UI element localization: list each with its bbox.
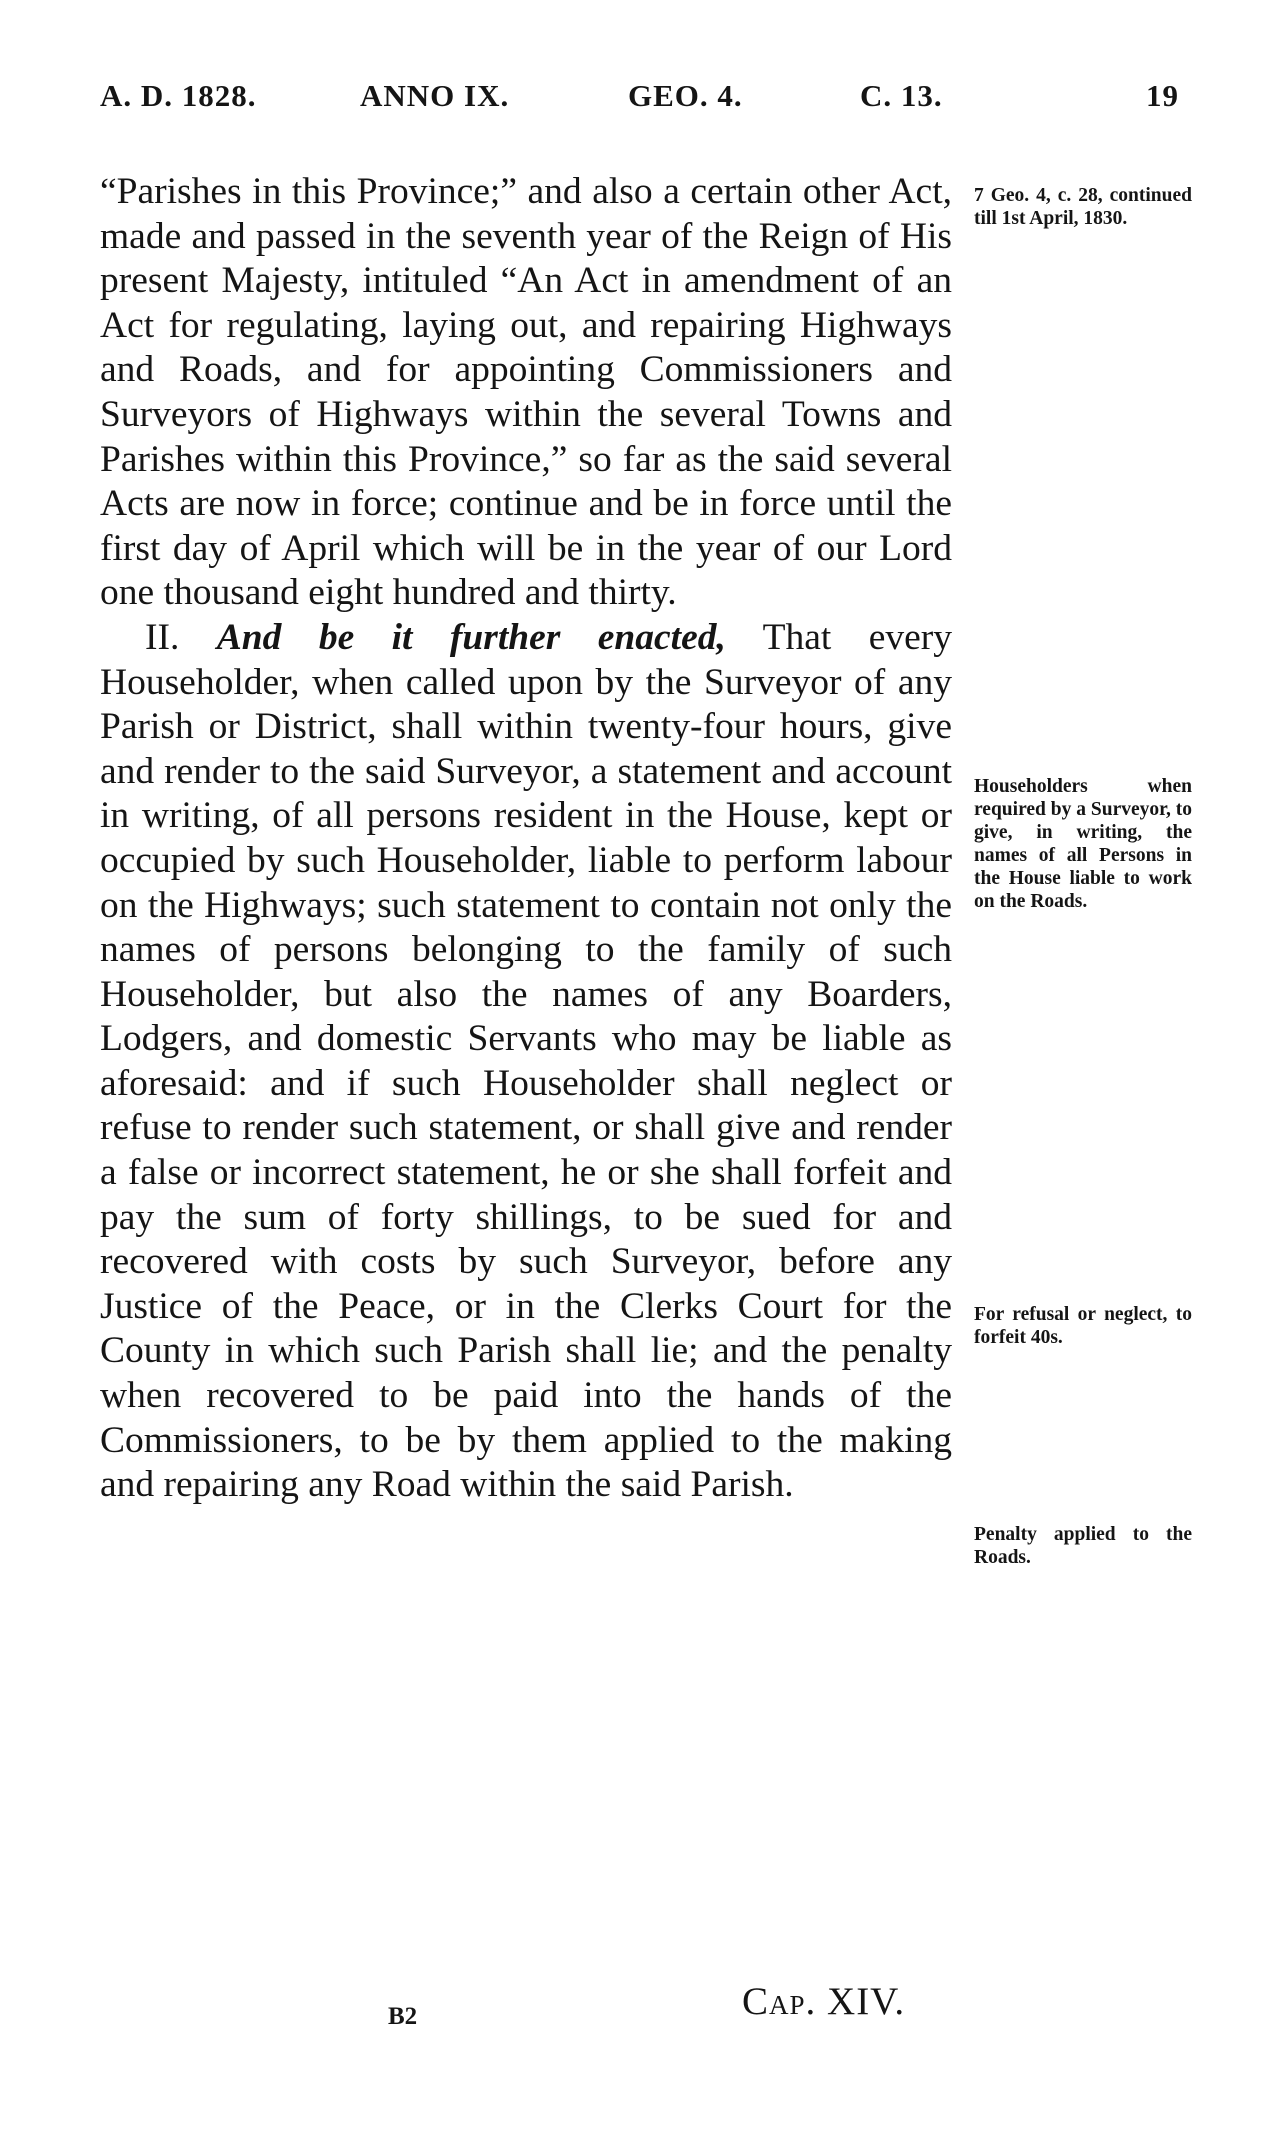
- section-ii-text: That every Householder, when called upon by the Surveyor of any Parish or District, shall within twenty-four hours, give and render to the said Surveyor, a statement and account in writing, of all persons resident in the House, kept or occupied by such Householder, liable to perform labour on the Highways; such statement to contain not only the names of persons belonging to the family of such Householder, but also the names of any Boarders, Lodgers, and domestic Servants who may be liable as aforesaid: and if such Householder shall neglect or refuse to render such statement, or shall give and render a false or incorrect statement, he or she shall forfeit and pay the sum of forty shillings, to be sued for and recovered with costs by such Surveyor, before any Justice of the Peace, or in the Clerks Court for the County in which such Parish shall lie; and the penalty when recovered to be paid into the hands of the Commissioners, to be by them applied to the making and repairing any Road within the said Parish.: [100, 616, 953, 1506]
- running-head: [0, 78, 1288, 128]
- main-text-column: [100, 170, 952, 1508]
- running-head-year: A. D. 1828.: [100, 78, 257, 113]
- section-number: II.: [145, 616, 180, 658]
- marginal-note-penalty: Penalty applied to the Roads.: [974, 1524, 1192, 1568]
- section-ii-paragraph: [100, 616, 952, 1508]
- running-head-chapter: C. 13.: [860, 78, 943, 113]
- marginal-note-statute-reference: 7 Geo. 4, c. 28, continued till 1st April, 1830.: [974, 185, 1192, 229]
- signature-mark: B2: [388, 2003, 418, 2030]
- catchword: [742, 1979, 905, 2024]
- marginal-note-householders: Householders when required by a Surveyor, to give, in writing, the names of all Persons in the House liable to work on the Roads.: [974, 776, 1192, 912]
- running-head-reign: GEO. 4.: [628, 78, 743, 113]
- marginal-note-forfeit: For refusal or neglect, to forfeit 40s.: [974, 1304, 1192, 1348]
- catchword-text: Cap. XIV.: [742, 1980, 906, 2023]
- enacting-clause: And be it further enacted,: [216, 616, 726, 658]
- paragraph-continuation: “Parishes in this Province;” and also a certain other Act, made and passed in the seventh year of the Reign of His present Majesty, intituled “An Act in amendment of an Act for regulating, laying out, and repairing Highways and Roads, and for appointing Commissioners and Surveyors of Highways within the several Towns and Parishes within this Province,” so far as the said several Acts are now in force; continue and be in force until the first day of April which will be in the year of our Lord one thousand eight hundred and thirty.: [100, 171, 952, 614]
- running-head-anno: ANNO IX.: [360, 78, 510, 113]
- page-number: 19: [1146, 78, 1179, 113]
